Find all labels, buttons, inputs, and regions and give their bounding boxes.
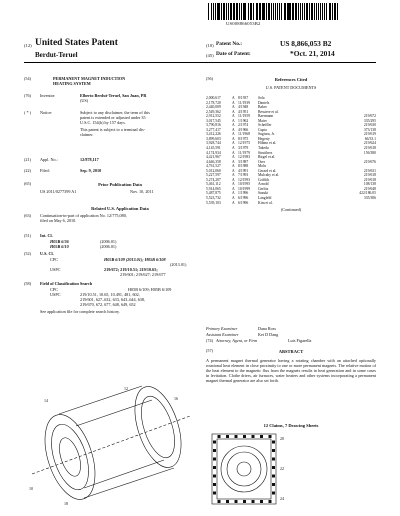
notice-label: Notice:	[40, 110, 53, 115]
magnet-mark	[226, 500, 229, 503]
primary-examiner-label: Primary Examiner	[206, 326, 238, 331]
barcode-number: US008866053B2	[226, 21, 261, 26]
ref-class: 108/138	[363, 182, 376, 187]
magnet-mark	[272, 458, 275, 461]
ref-kind: A	[232, 100, 235, 105]
ref-class: 219/618	[363, 146, 376, 151]
ref-number: 3,899,603	[206, 136, 221, 141]
ref-number: 3,412,226	[206, 132, 221, 137]
f56-code: (56)	[206, 76, 213, 81]
ref-class: 219/672	[363, 114, 376, 119]
ref-name: Hibino et al.	[258, 141, 277, 146]
references-table	[206, 96, 376, 205]
ref-kind: A	[232, 109, 235, 114]
references-heading: References Cited	[274, 77, 308, 82]
ref-name: Cupta	[258, 127, 267, 132]
ref-name: Kim et al.	[258, 200, 273, 205]
magnet-mark	[213, 458, 216, 461]
ref-name: Scheffler	[258, 123, 272, 128]
ref-date: 6/1996	[238, 196, 249, 201]
field-search-cpc: H05B 6/109; H05B 6/109	[128, 287, 172, 292]
svg-text:20: 20	[280, 436, 284, 441]
ref-number: 5,523,732	[206, 196, 221, 201]
magnet-mark	[235, 435, 238, 438]
code-10: (10)	[206, 43, 214, 48]
ref-class: 335/295	[363, 118, 376, 123]
magnet-mark	[213, 441, 216, 444]
ref-date: 8/1937	[238, 96, 249, 100]
abstract-heading: ABSTRACT	[278, 349, 304, 354]
us-class-uspc-2: 219/601; 219/627; 219/677	[120, 272, 166, 277]
magnet-mark	[213, 483, 216, 486]
ref-class: 373/138	[363, 127, 376, 132]
ref-class: 219/648	[363, 186, 376, 191]
ref-number: 5,012,060	[206, 168, 221, 173]
ref-class: 219/631	[363, 168, 376, 173]
assistant-examiner: Ket D Dang	[258, 332, 279, 337]
ref-name: Sugiura, Jr.	[258, 132, 275, 137]
f52-code: (52)	[24, 251, 31, 256]
magnet-mark	[243, 500, 246, 503]
prior-publication-number: US 2011/0277399 A1	[40, 189, 77, 194]
ref-date: 1/1996	[238, 191, 249, 196]
magnet-mark	[272, 441, 275, 444]
reference-row	[206, 201, 376, 206]
inventor-country: (US)	[80, 98, 89, 103]
f57-code: (57)	[206, 348, 213, 353]
f22-code: (22)	[24, 168, 31, 173]
magnet-mark	[243, 435, 246, 438]
ref-date: 10/1995	[238, 182, 251, 187]
us-patent-documents-heading: U.S. PATENT DOCUMENTS	[265, 85, 317, 90]
prior-publication-date: Nov. 10, 2011	[130, 189, 154, 194]
ref-name: Sola	[258, 96, 265, 100]
ref-name: Gerard et al.	[258, 168, 277, 173]
f63-code: (63)	[24, 213, 31, 218]
ref-date: 2/1974	[238, 123, 249, 128]
us-class-label: U.S. Cl.	[40, 251, 54, 256]
ref-class: 219/630	[363, 123, 376, 128]
inventor-name: Elberto Berdut-Teruel, San Juan, PR	[80, 93, 147, 98]
ref-kind: A	[232, 136, 235, 141]
prior-publication-heading: Prior Publication Data	[98, 182, 142, 187]
ref-number: 5,539,103	[206, 200, 221, 205]
magnet-mark	[213, 475, 216, 478]
attorney: Luis Figarella	[288, 338, 312, 343]
patent-number-label: Patent No.:	[216, 41, 243, 47]
magnet-mark	[272, 492, 275, 495]
ref-number: 5,914,065	[206, 186, 221, 191]
magnet-mark	[272, 466, 275, 469]
ref-kind: A	[232, 114, 235, 119]
ref-class: 335/306	[363, 196, 376, 201]
magnet-mark	[235, 500, 238, 503]
ref-number: 3,017,545	[206, 118, 221, 123]
ref-kind: A	[232, 123, 235, 128]
ref-class: 219/676	[363, 159, 376, 164]
ref-class	[336, 201, 376, 206]
ref-kind: A	[232, 186, 235, 191]
intl-class-1: H05B 6/36	[50, 239, 69, 244]
notice-code: ( * )	[24, 110, 31, 115]
ref-name: Baermann	[258, 114, 274, 119]
ref-kind: A	[232, 196, 235, 201]
ref-kind: A	[232, 155, 235, 160]
field-search-note: See application file for complete search history.	[40, 309, 120, 314]
svg-text:16: 16	[174, 396, 178, 401]
ref-number: 4,421,967	[206, 155, 221, 160]
ref-class: 219/619	[363, 132, 376, 137]
ref-name: Oser	[258, 159, 265, 164]
ref-name: Maier	[258, 118, 267, 123]
attorney-label: Attorney, Agent, or Firm	[216, 338, 258, 343]
us-class-uspc-label: USPC	[50, 267, 61, 272]
notice-line-5: claimer.	[80, 132, 94, 137]
inventor-surname: Berdut-Teruel	[35, 51, 78, 59]
primary-examiner: Dana Ross	[258, 326, 277, 331]
ref-number: 5,461,112	[206, 182, 221, 187]
field-search-uspc-label: USPC	[50, 292, 61, 297]
svg-text:18: 18	[64, 501, 68, 506]
ref-name: Arnold	[258, 182, 269, 187]
ref-name: Langfeld	[258, 196, 272, 201]
ref-date: 4/1966	[238, 127, 249, 132]
magnet-mark	[260, 435, 263, 438]
ref-date: 4/1951	[238, 109, 249, 114]
code-45: (45)	[206, 53, 214, 58]
code-12: (12)	[24, 43, 32, 48]
ref-name: Griffith	[258, 177, 270, 182]
patent-number: US 8,866,053 B2	[280, 39, 332, 48]
claims-summary: 12 Claims, 7 Drawing Sheets	[263, 423, 319, 428]
ref-kind: A	[232, 132, 235, 137]
ref-kind: A	[232, 182, 235, 187]
ref-class: 219/618	[363, 173, 376, 178]
ref-kind: A	[232, 177, 235, 182]
cylinder-drawing	[24, 380, 194, 508]
ref-date: 12/1983	[238, 155, 251, 160]
us-class-cpc-label: CPC	[50, 257, 58, 262]
ref-class: 66/33.1	[364, 136, 376, 141]
f65-code: (65)	[24, 181, 31, 186]
related-data-heading: Related U.S. Application Data	[91, 206, 149, 211]
title-line-1: PERMANENT MAGNET INDUCTION	[53, 76, 126, 81]
ref-kind: A	[232, 96, 235, 100]
ref-date: 3/1987	[238, 159, 249, 164]
ref-name: Mulcahy et al.	[258, 173, 280, 178]
filed-date: Sep. 9, 2010	[80, 168, 102, 173]
ref-number: 4,174,934	[206, 150, 221, 155]
intl-class-2: H05B 6/10	[50, 244, 69, 249]
ref-date: 12/1975	[238, 141, 251, 146]
assistant-examiner-label: Assistant Examiner	[206, 332, 239, 337]
ref-date: 4/1948	[238, 105, 249, 110]
ref-name: Mohr	[258, 164, 267, 169]
f54-code: (54)	[24, 76, 31, 81]
magnet-mark	[260, 500, 263, 503]
ref-date: 10/1999	[238, 186, 251, 191]
magnet-mark	[213, 492, 216, 495]
ref-date: 11/1968	[238, 132, 250, 137]
magnet-mark	[269, 435, 272, 438]
ref-kind: A	[232, 191, 235, 196]
ref-number: 2,549,362	[206, 109, 221, 114]
ref-kind: A	[232, 159, 235, 164]
magnet-mark	[213, 466, 216, 469]
ref-kind: A	[232, 146, 235, 151]
intl-class-1-year: (2006.01)	[100, 239, 117, 244]
barcode	[208, 3, 340, 20]
magnet-mark	[218, 435, 221, 438]
us-class-uspc-1: 219/672; 219/10.51; 219/10.65;	[104, 267, 158, 272]
document-type: United States Patent	[35, 38, 118, 48]
ref-name: Gerlitz	[258, 186, 269, 191]
ref-name: Hegerty	[258, 136, 270, 141]
ref-number: 4,145,591	[206, 146, 221, 151]
f58-code: (58)	[24, 281, 31, 286]
ref-name: Daniels	[258, 100, 270, 105]
ref-number: 5,227,597	[206, 173, 221, 178]
field-search-uspc-1: 219/10.51, 10.65, 10.491, 481, 602,	[80, 292, 140, 297]
ref-date: 8/1988	[238, 164, 249, 169]
field-search-label: Field of Classification Search	[40, 281, 93, 286]
ref-date: 11/1959	[238, 114, 250, 119]
magnet-mark	[272, 449, 275, 452]
cross-section-drawing	[206, 430, 306, 510]
continuation-line-2: filed on May 6, 2010.	[40, 218, 77, 223]
svg-text:14: 14	[44, 398, 48, 403]
svg-text:24: 24	[280, 496, 284, 501]
ref-name: Suzuki	[258, 191, 269, 196]
ref-name: Birgel et al.	[258, 155, 276, 160]
title-line-2: HEATING SYSTEM	[53, 81, 91, 86]
svg-text:12: 12	[124, 386, 128, 391]
ref-kind: A	[232, 150, 235, 155]
ref-number: 4,761,527	[206, 164, 221, 169]
magnet-mark	[213, 449, 216, 452]
appl-number: 12/878,117	[80, 157, 99, 162]
ref-kind: A	[232, 164, 235, 169]
magnet-mark	[226, 435, 229, 438]
ref-class: 219/624	[363, 141, 376, 146]
ref-date: 4/1991	[238, 168, 249, 173]
ref-name: Baker	[258, 105, 267, 110]
magnet-mark	[272, 475, 275, 478]
notice-line-4: This patent is subject to a terminal dis-	[80, 127, 146, 132]
ref-kind: A	[232, 105, 235, 110]
notice-line-3: U.S.C. 154(b) by 157 days.	[80, 120, 126, 125]
ref-number: 3,277,417	[206, 127, 221, 132]
us-class-cpc-1: H05B 6/109 (2013.01); H05B 6/108	[104, 257, 166, 262]
magnet-mark	[252, 435, 255, 438]
date-label: Date of Patent:	[216, 51, 251, 57]
magnet-mark	[218, 500, 221, 503]
ref-date: 6/1996	[238, 200, 249, 205]
ref-class: 219/618	[363, 177, 376, 182]
ref-number: 2,000,617	[206, 96, 221, 100]
ref-date: 1/1962	[238, 118, 249, 123]
svg-text:22: 22	[280, 466, 284, 471]
ref-number: 5,487,875	[206, 191, 221, 196]
ref-name: Strutthers	[258, 150, 273, 155]
ref-number: 2,912,552	[206, 114, 221, 119]
magnet-mark	[269, 500, 272, 503]
magnet-mark	[252, 500, 255, 503]
ref-number: 2,440,009	[206, 105, 221, 110]
field-search-cpc-label: CPC	[50, 287, 58, 292]
ref-kind: A	[232, 141, 235, 146]
f74-code: (74)	[206, 338, 213, 343]
ref-date: 8/1975	[238, 136, 249, 141]
ref-number: 4,646,358	[206, 159, 221, 164]
ref-number: 3,790,816	[206, 123, 221, 128]
intl-class-2-year: (2006.01)	[100, 244, 117, 249]
f21-code: (21)	[24, 157, 31, 162]
intl-class-label: Int. Cl.	[40, 233, 53, 238]
ref-date: 11/1979	[238, 150, 250, 155]
inventor-label: Inventor:	[40, 93, 56, 98]
ref-name: Takeda	[258, 146, 269, 151]
ref-kind: A	[232, 118, 235, 123]
notice-line-2: patent is extended or adjusted under 35	[80, 115, 146, 120]
f76-code: (76)	[24, 93, 31, 98]
field-search-uspc-2: 219/601, 627–632, 633, 643–644, 638,	[80, 297, 146, 302]
filed-label: Filed:	[40, 168, 50, 173]
magnet-mark	[272, 483, 275, 486]
continuation-line-1: Continuation-in-part of application No. 12/775,080,	[40, 213, 127, 218]
ref-date: 11/1939	[238, 100, 250, 105]
ref-number: 3,928,744	[206, 141, 221, 146]
ref-kind: A	[232, 168, 235, 173]
notice-line-1: Subject to any disclaimer, the term of this	[80, 110, 150, 115]
header-rule	[24, 62, 376, 63]
ref-kind: A	[232, 127, 235, 132]
ref-number: 2,178,720	[206, 100, 221, 105]
ref-class: 422/186.05	[359, 191, 376, 196]
ref-date: 3/1979	[238, 146, 249, 151]
ref-date: 7/1993	[238, 173, 249, 178]
appl-label: Appl. No.:	[40, 157, 58, 162]
ref-name: Bessiere et al.	[258, 109, 279, 114]
ref-date: 12/1993	[238, 177, 251, 182]
f51-code: (51)	[24, 233, 31, 238]
ref-number: 5,274,207	[206, 177, 221, 182]
svg-text:10: 10	[29, 486, 33, 491]
patent-date: *Oct. 21, 2014	[290, 49, 335, 58]
ref-kind: A	[232, 173, 235, 178]
field-search-uspc-3: 219/670, 672, 677, 648, 649, 652	[80, 302, 136, 307]
ref-class: 156/380	[363, 150, 376, 155]
ref-kind: A	[232, 200, 235, 205]
abstract-text: A permanent magnet thermal generator having a rotating chamber with an attached optionally rotational heat element in close proximity to one or more permanent magnets. The relative motion of the heat element to the magnetic flux from the magnets results in heat generation and in some cases in levitation. Clothe driers, air furnaces, water heaters and other systems incorporating a permanent magnet thermal generator are also set forth.	[206, 358, 376, 384]
us-class-cpc-2: (2013.01)	[170, 262, 187, 267]
references-continued: (Continued)	[280, 207, 302, 212]
